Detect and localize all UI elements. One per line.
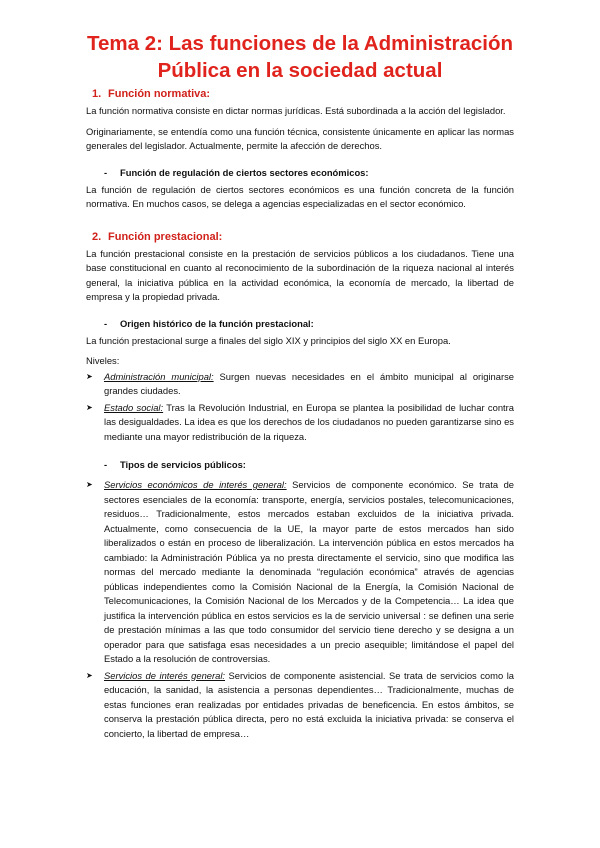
section-2-subheading-tipos bbox=[104, 458, 514, 472]
list-item-servicios-economicos bbox=[86, 478, 514, 667]
arrow-bullet-icon: ➤ bbox=[86, 402, 93, 412]
list-item-term: Estado social: bbox=[104, 401, 164, 413]
section-2-number: 2. bbox=[92, 230, 102, 243]
arrow-bullet-icon: ➤ bbox=[86, 371, 93, 381]
list-item-nivel-estado-social bbox=[86, 401, 514, 445]
document-title bbox=[66, 30, 534, 84]
section-2-title: Función prestacional: bbox=[108, 230, 223, 243]
list-item-term: Administración municipal: bbox=[104, 370, 214, 382]
section-2-paragraph-1: La función prestacional consiste en la prestación de servicios públicos a los ciudadanos. Tiene una base constitucional en cuanto al reconocimiento de la subordinación de la riqueza nacional al interés general, la iniciativa pública en la actividad económica, la economía de mercado, la libertad de empresa y la propiedad privada. bbox=[86, 247, 514, 302]
section-1-paragraph-2: Originariamente, se entendía como una función técnica, consistente únicamente en aplicar las normas generales del legislador. Actualmente, permite la afección de derechos. bbox=[86, 125, 514, 151]
title-line-1: Tema 2: Las funciones de la Administración bbox=[86, 32, 514, 55]
title-line-2: Pública en la sociedad actual bbox=[157, 59, 443, 82]
list-item-term: Servicios de interés general: bbox=[104, 669, 226, 681]
section-2-paragraph-2: La función prestacional surge a finales del siglo XIX y principios del siglo XX en Europa. bbox=[86, 334, 451, 346]
list-item-servicios-interes-general bbox=[86, 669, 514, 742]
list-item-nivel-municipal bbox=[86, 370, 514, 399]
list-item-text: Surgen nuevas necesidades en el ámbito municipal al originarse grandes ciudades. bbox=[104, 370, 514, 396]
section-1-paragraph-1: La función normativa consiste en dictar normas jurídicas. Está subordinada a la acción del legislador. bbox=[86, 105, 506, 116]
section-1-title: Función normativa: bbox=[108, 88, 211, 100]
subheading-text: Tipos de servicios públicos: bbox=[120, 459, 246, 470]
list-item-text: Servicios de componente económico. Se trata de sectores esenciales de la economía: transporte, energía, servicios postales, telecomunicaciones, residuos… Tradicionalmente, estos mercados estaban excluidos de la iniciativa privada. Actualmente, como consecuencia de la UE, la mayor parte de estos mercados han sido liberalizados o están en proceso de liberalización. La intervención pública en estos mercados ha cambiado: la Administración Pública ya no presta directamente el servicio, sino que modifica las normas del mercado mediante la denominada “regulación económica” através de agencias públicas independientes como la Comisión Nacional de la Energía, la Comisión Nacional de Telecomunicaciones, la Comisión Nacional de los Mercados y de la Competencia… La idea que justifica la intervención pública en estos servicios es la de servicio universal : se definen una serie de prestación mínimas a las que todo consumidor del servicio tiene derecho y se designa a un operador para que satisfaga esas necesidades a un precio asequible; limitándose el papel del Estado a la resolución de controversias. bbox=[104, 479, 514, 664]
section-1-heading bbox=[92, 87, 514, 101]
section-2-subheading-origen bbox=[104, 317, 514, 331]
list-item-term: Servicios económicos de interés general: bbox=[104, 479, 287, 490]
subheading-dash: - bbox=[104, 166, 108, 178]
subheading-text: Origen histórico de la función prestacional: bbox=[120, 317, 314, 329]
list-item-text: Servicios de componente asistencial. Se trata de servicios como la educación, la sanidad, la asistencia a personas dependientes… Tradicionalmente, muchas de estas funciones eran realizadas por entidades privadas de beneficencia. En estos ámbitos, se conserva la prestación pública directa, pero no está excluida la iniciativa privada: se conserva el concierto, la libertad de empresa… bbox=[104, 669, 514, 739]
arrow-bullet-icon: ➤ bbox=[86, 670, 93, 680]
section-1-number: 1. bbox=[92, 88, 102, 100]
subheading-dash: - bbox=[104, 317, 108, 329]
section-1-paragraph-3: La función de regulación de ciertos sectores económicos es una función concreta de la función normativa. En muchos casos, se delega a agencias especializadas en el sector económico. bbox=[86, 183, 514, 209]
subheading-dash: - bbox=[104, 459, 108, 470]
niveles-label: Niveles: bbox=[86, 355, 120, 366]
section-2-heading bbox=[92, 230, 514, 244]
arrow-bullet-icon: ➤ bbox=[86, 480, 93, 489]
subheading-text: Función de regulación de ciertos sectores económicos: bbox=[120, 166, 369, 178]
section-1-subheading bbox=[104, 166, 514, 180]
list-item-text: Tras la Revolución Industrial, en Europa se plantea la posibilidad de luchar contra las desigualdades. La idea es que los derechos de los ciudadanos no pueden garantizarse sino es mediante una mayor redistribución de la riqueza. bbox=[104, 401, 514, 442]
